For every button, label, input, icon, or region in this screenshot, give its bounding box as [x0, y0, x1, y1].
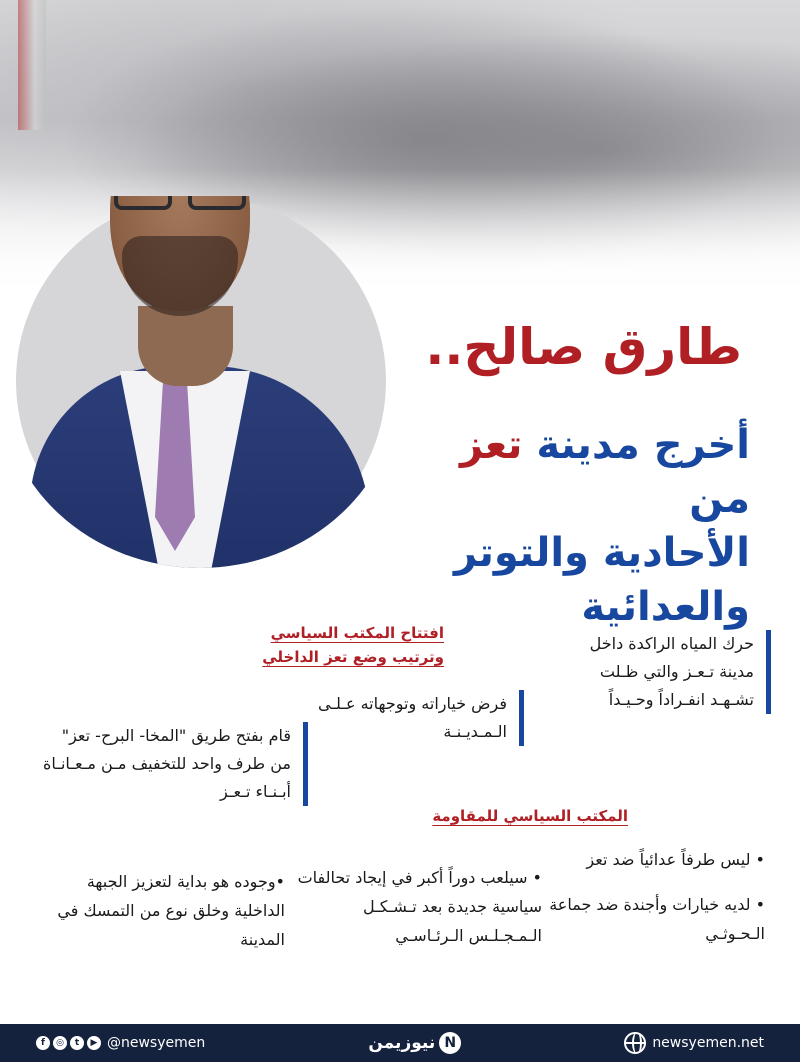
- text-block-stagnant-waters: حرك المياه الراكدة داخل مدينة تـعـز والتي ظـلت تشـهـد انفـراداً وحـيـداً: [559, 630, 771, 714]
- text-block-road-opening: قام بفتح طريق "المخا- البرح- تعز" من طرف واحد للتخفيف مـن مـعـانـاة أبـنـاء تـعـز: [38, 722, 308, 806]
- section-title-political-office: افتتاح المكتب السياسي وترتيب وضع تعز الداخلي: [262, 624, 444, 666]
- facebook-icon[interactable]: f: [36, 1036, 50, 1050]
- youtube-icon[interactable]: ▶: [87, 1036, 101, 1050]
- globe-icon: [624, 1032, 646, 1054]
- instagram-icon[interactable]: ◎: [53, 1036, 67, 1050]
- headline-line-2: الأحادية والتوتر: [454, 530, 750, 576]
- portrait-neck: [138, 306, 233, 386]
- portrait-photo: [0, 196, 400, 568]
- headline-highlight: تعز: [459, 422, 523, 468]
- portrait-glasses: [110, 196, 250, 216]
- bullet-internal-front: •وجوده هو بداية لتعزيز الجبهة الداخلية وخلق نوع من التمسك في المدينة: [57, 872, 285, 949]
- text-block-options: فرض خياراته وتوجهاته عـلـى الـمـديـنـة: [304, 690, 524, 746]
- twitter-icon[interactable]: t: [70, 1036, 84, 1050]
- headline-line-1: أخرج مدينة تعز من: [459, 422, 750, 522]
- social-handle[interactable]: @newsyemen: [107, 1035, 206, 1051]
- headline-line-3: والعدائية: [581, 584, 750, 630]
- bullet-options-agenda: • لديه خيارات وأجندة ضد جماعة الـحـوثـي: [549, 895, 765, 943]
- bullet-not-hostile: • ليس طرفاً عدائياً ضد تعز: [586, 850, 765, 869]
- headline: [390, 418, 750, 634]
- person-name: طارق صالح..: [425, 318, 742, 376]
- footer-social: [36, 1035, 205, 1051]
- bullet-bigger-role: • سيلعب دوراً أكبر في إيجاد تحالفات سياسية جديدة بعد تـشـكـل الـمـجـلـس الـرئـاسـي: [297, 868, 542, 945]
- logo-badge-icon: N: [439, 1032, 461, 1054]
- social-icons: [36, 1036, 101, 1050]
- section-title-resistance-office: المكتب السياسي للمقاومة: [432, 807, 628, 825]
- footer-bar: [0, 1024, 800, 1062]
- newsyemen-logo: [368, 1032, 461, 1054]
- logo-text: نيوزيمن: [368, 1033, 436, 1053]
- footer-website[interactable]: [624, 1032, 764, 1054]
- website-link[interactable]: newsyemen.net: [652, 1035, 764, 1051]
- flag-image: [18, 0, 46, 130]
